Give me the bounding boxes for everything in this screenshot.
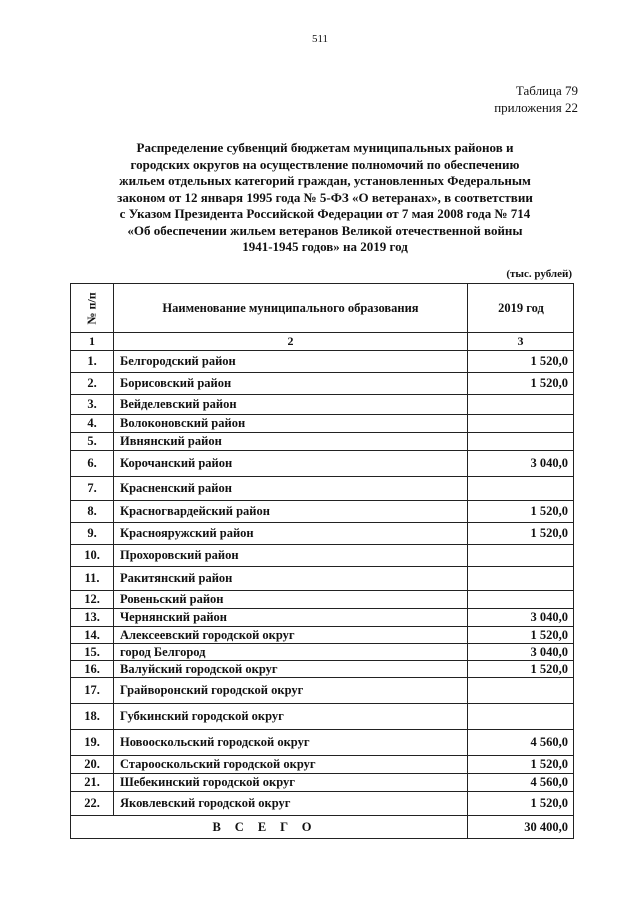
row-number: 7.: [71, 477, 114, 501]
row-number: 20.: [71, 756, 114, 774]
row-number: 10.: [71, 545, 114, 567]
row-number: 14.: [71, 627, 114, 644]
table-row: [71, 661, 574, 678]
amount-2019: 1 520,0: [468, 627, 574, 644]
title-line: с Указом Президента Российской Федерации от 7 мая 2008 года № 714: [119, 206, 531, 221]
row-number: 5.: [71, 433, 114, 451]
municipality-name: Вейделевский район: [114, 395, 468, 415]
title-line: 1941-1945 годов» на 2019 год: [242, 239, 408, 254]
amount-2019: 4 560,0: [468, 774, 574, 792]
row-number: 6.: [71, 451, 114, 477]
municipality-name: Ракитянский район: [114, 567, 468, 591]
municipality-name: Красногвардейский район: [114, 501, 468, 523]
table-row: [71, 644, 574, 661]
title-line: законом от 12 января 1995 года № 5-ФЗ «О ветеранах», в соответствии: [117, 189, 533, 205]
header-row: [71, 284, 574, 333]
total-value: 30 400,0: [468, 816, 574, 839]
subsidy-table: [70, 283, 574, 839]
row-number: 15.: [71, 644, 114, 661]
table-row: [71, 627, 574, 644]
row-number: 19.: [71, 730, 114, 756]
amount-2019: 3 040,0: [468, 644, 574, 661]
municipality-name: Белгородский район: [114, 351, 468, 373]
amount-2019: 1 520,0: [468, 756, 574, 774]
amount-2019: 4 560,0: [468, 730, 574, 756]
municipality-name: Губкинский городской округ: [114, 704, 468, 730]
table-reference: [494, 82, 578, 116]
table-row: [71, 477, 574, 501]
table-row: [71, 451, 574, 477]
amount-2019: 1 520,0: [468, 523, 574, 545]
row-number: 3.: [71, 395, 114, 415]
header-year: 2019 год: [468, 284, 574, 333]
table-row: [71, 591, 574, 609]
document-title: [70, 140, 580, 256]
title-line: городских округов на осуществление полномочий по обеспечению: [130, 156, 520, 172]
col-number: 1: [71, 333, 114, 351]
table-row: [71, 792, 574, 816]
table-row: [71, 351, 574, 373]
municipality-name: Прохоровский район: [114, 545, 468, 567]
row-number: 22.: [71, 792, 114, 816]
amount-2019: [468, 395, 574, 415]
amount-2019: [468, 433, 574, 451]
row-number: 21.: [71, 774, 114, 792]
units-label: (тыс. рублей): [506, 268, 572, 280]
column-numbers-row: [71, 333, 574, 351]
municipality-name: Старооскольский городской округ: [114, 756, 468, 774]
total-label: ВСЕГО: [71, 816, 468, 839]
municipality-name: Борисовский район: [114, 373, 468, 395]
row-number: 11.: [71, 567, 114, 591]
header-num: № п/п: [71, 284, 114, 333]
municipality-name: Ровеньский район: [114, 591, 468, 609]
amount-2019: 3 040,0: [468, 451, 574, 477]
amount-2019: 1 520,0: [468, 351, 574, 373]
table-row: [71, 433, 574, 451]
amount-2019: 1 520,0: [468, 792, 574, 816]
title-line: «Об обеспечении жильем ветеранов Великой отечественной войны: [127, 222, 523, 238]
table-row: [71, 567, 574, 591]
table-row: [71, 545, 574, 567]
municipality-name: Краснояружский район: [114, 523, 468, 545]
amount-2019: [468, 567, 574, 591]
table-row: [71, 730, 574, 756]
row-number: 18.: [71, 704, 114, 730]
col-number: 3: [468, 333, 574, 351]
col-number: 2: [114, 333, 468, 351]
municipality-name: Яковлевский городской округ: [114, 792, 468, 816]
row-number: 1.: [71, 351, 114, 373]
row-number: 8.: [71, 501, 114, 523]
municipality-name: Чернянский район: [114, 609, 468, 627]
row-number: 4.: [71, 415, 114, 433]
municipality-name: Новооскольский городской округ: [114, 730, 468, 756]
page-number: 511: [311, 33, 329, 45]
title-line: жильем отдельных категорий граждан, установленных Федеральным: [119, 173, 531, 188]
municipality-name: Алексеевский городской округ: [114, 627, 468, 644]
title-line: Распределение субвенций бюджетам муниципальных районов и: [136, 140, 514, 155]
table-row: [71, 501, 574, 523]
municipality-name: Грайворонский городской округ: [114, 678, 468, 704]
amount-2019: [468, 678, 574, 704]
municipality-name: город Белгород: [114, 644, 468, 661]
row-number: 13.: [71, 609, 114, 627]
amount-2019: [468, 415, 574, 433]
row-number: 17.: [71, 678, 114, 704]
amount-2019: 1 520,0: [468, 661, 574, 678]
row-number: 16.: [71, 661, 114, 678]
table-row: [71, 395, 574, 415]
table-row: [71, 756, 574, 774]
municipality-name: Красненский район: [114, 477, 468, 501]
table-row: [71, 678, 574, 704]
amount-2019: [468, 545, 574, 567]
table-row: [71, 415, 574, 433]
amount-2019: 1 520,0: [468, 373, 574, 395]
table-row: [71, 609, 574, 627]
row-number: 9.: [71, 523, 114, 545]
table-row: [71, 704, 574, 730]
amount-2019: 3 040,0: [468, 609, 574, 627]
amount-2019: 1 520,0: [468, 501, 574, 523]
municipality-name: Шебекинский городской округ: [114, 774, 468, 792]
amount-2019: [468, 477, 574, 501]
total-row: [71, 816, 574, 839]
table-row: [71, 373, 574, 395]
row-number: 2.: [71, 373, 114, 395]
municipality-name: Валуйский городской округ: [114, 661, 468, 678]
table-row: [71, 523, 574, 545]
row-number: 12.: [71, 591, 114, 609]
table-ref-line1: Таблица 79: [515, 83, 578, 98]
header-name: Наименование муниципального образования: [114, 284, 468, 333]
amount-2019: [468, 591, 574, 609]
table-ref-line2: приложения 22: [494, 100, 578, 115]
municipality-name: Ивнянский район: [114, 433, 468, 451]
table-row: [71, 774, 574, 792]
municipality-name: Корочанский район: [114, 451, 468, 477]
municipality-name: Волоконовский район: [114, 415, 468, 433]
amount-2019: [468, 704, 574, 730]
